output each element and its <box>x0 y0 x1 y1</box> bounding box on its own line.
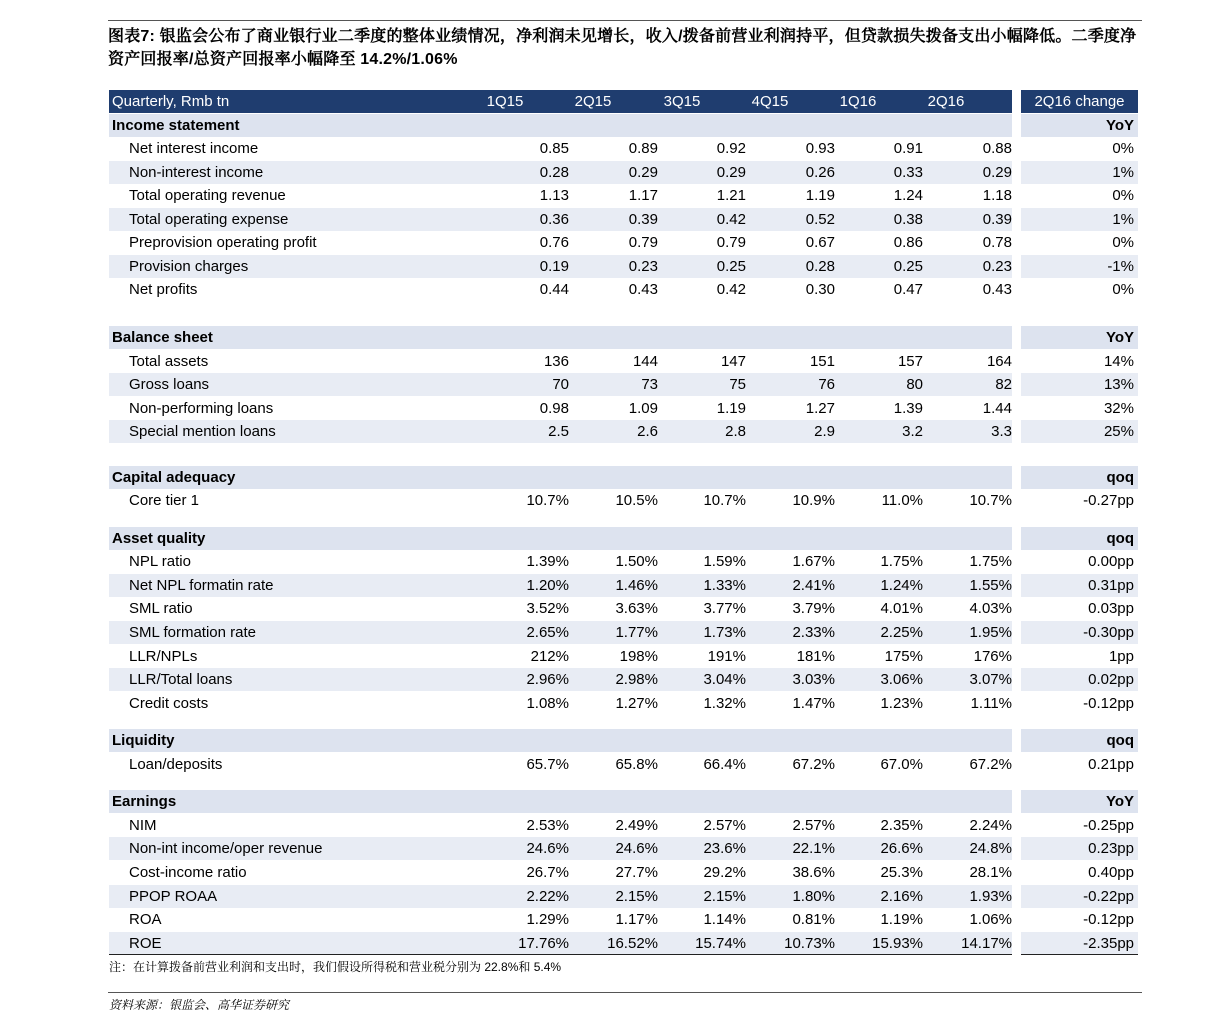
value-cell: 0.79 <box>716 234 746 252</box>
value-cell: 181% <box>796 647 835 665</box>
value-cell: 1.19 <box>716 399 746 417</box>
value-cell: 0.79 <box>628 234 658 252</box>
row-label: Core tier 1 <box>129 492 200 510</box>
row-label: Preprovision operating profit <box>129 234 317 252</box>
value-cell: 1.44 <box>982 399 1012 417</box>
column-header-2q16: 2Q16 <box>927 93 965 110</box>
value-cell: 0.25 <box>893 257 923 275</box>
table-row <box>109 621 1139 644</box>
value-cell: 191% <box>707 647 746 665</box>
row-label: NPL ratio <box>129 553 191 571</box>
value-cell: 14.17% <box>961 934 1012 952</box>
table-row <box>109 397 1139 420</box>
row-band <box>109 326 1012 349</box>
section-header <box>109 790 1139 813</box>
value-cell: 70 <box>552 376 569 394</box>
value-cell: 1.11% <box>970 694 1012 712</box>
row-label: Net NPL formatin rate <box>129 576 274 594</box>
section-title: Earnings <box>112 793 177 811</box>
change-cell: 13% <box>1103 376 1134 394</box>
section-unit: qoq <box>1106 529 1134 547</box>
value-cell: 0.25 <box>716 257 746 275</box>
value-cell: 0.86 <box>893 234 923 252</box>
change-bottom-border <box>1021 954 1138 955</box>
value-cell: 24.6% <box>526 840 569 858</box>
value-cell: 26.6% <box>880 840 923 858</box>
value-cell: 15.74% <box>695 934 746 952</box>
value-cell: 1.59% <box>703 553 746 571</box>
value-cell: 176% <box>973 647 1012 665</box>
table-row <box>109 908 1139 931</box>
value-cell: 0.43 <box>628 281 658 299</box>
value-cell: 2.35% <box>880 816 923 834</box>
source-text: 资料来源：银监会、高华证券研究 <box>109 998 290 1012</box>
value-cell: 0.28 <box>539 163 569 181</box>
table-row <box>109 668 1139 691</box>
value-cell: 0.19 <box>539 257 569 275</box>
row-label: Net interest income <box>129 140 259 158</box>
change-cell: 1% <box>1112 163 1134 181</box>
table-row <box>109 161 1139 184</box>
value-cell: 11.0% <box>881 492 923 510</box>
value-cell: 2.96% <box>526 671 569 689</box>
change-cell: 32% <box>1103 399 1134 417</box>
value-cell: 1.17% <box>615 911 658 929</box>
value-cell: 1.80% <box>792 887 835 905</box>
value-cell: 0.30 <box>805 281 835 299</box>
value-cell: 0.43 <box>982 281 1012 299</box>
row-label: Net profits <box>129 281 198 299</box>
table-row <box>109 574 1139 597</box>
table-row <box>109 231 1139 254</box>
section-title: Capital adequacy <box>112 468 236 486</box>
value-cell: 0.26 <box>805 163 835 181</box>
value-cell: 151 <box>809 352 835 370</box>
column-header-2q15: 2Q15 <box>574 93 612 110</box>
table-row <box>109 350 1139 373</box>
row-label: Non-interest income <box>129 163 264 181</box>
value-cell: 66.4% <box>703 755 746 773</box>
change-cell: 1% <box>1112 210 1134 228</box>
table-row <box>109 885 1139 908</box>
table-row <box>109 420 1139 443</box>
value-cell: 0.93 <box>805 140 835 158</box>
value-cell: 2.24% <box>969 816 1012 834</box>
value-cell: 1.33% <box>703 576 746 594</box>
row-label: Non-int income/oper revenue <box>129 840 323 858</box>
value-cell: 0.67 <box>805 234 835 252</box>
value-cell: 1.27 <box>805 399 835 417</box>
value-cell: 76 <box>818 376 835 394</box>
change-cell: -0.12pp <box>1083 911 1134 929</box>
value-cell: 10.73% <box>784 934 835 952</box>
value-cell: 198% <box>619 647 658 665</box>
value-cell: 1.75% <box>880 553 923 571</box>
value-cell: 1.55% <box>969 576 1012 594</box>
value-cell: 0.39 <box>982 210 1012 228</box>
section-title: Asset quality <box>112 529 206 547</box>
value-cell: 0.29 <box>716 163 746 181</box>
value-cell: 73 <box>641 376 658 394</box>
section-title: Liquidity <box>112 732 175 750</box>
value-cell: 65.8% <box>615 755 658 773</box>
table-row <box>109 137 1139 160</box>
table-note: 注：在计算拨备前营业利润和支出时，我们假设所得税和营业税分别为 22.8%和 5.4% <box>109 960 562 974</box>
value-cell: 75 <box>729 376 746 394</box>
value-cell: 3.77% <box>703 600 746 618</box>
value-cell: 2.15% <box>615 887 658 905</box>
value-cell: 147 <box>720 352 746 370</box>
table-row <box>109 837 1139 860</box>
value-cell: 2.6 <box>637 423 658 441</box>
value-cell: 3.07% <box>969 671 1012 689</box>
header-label: Quarterly, Rmb tn <box>112 93 230 110</box>
table-bottom-border <box>109 954 1012 955</box>
change-cell: 0% <box>1112 234 1134 252</box>
table-row <box>109 753 1139 776</box>
value-cell: 0.89 <box>628 140 658 158</box>
change-cell: 25% <box>1103 423 1134 441</box>
row-label: Loan/deposits <box>129 755 223 773</box>
value-cell: 1.73% <box>703 624 746 641</box>
value-cell: 144 <box>632 352 658 370</box>
row-band <box>109 527 1012 550</box>
source-divider <box>108 992 1142 993</box>
value-cell: 26.7% <box>526 863 569 881</box>
value-cell: 1.14% <box>703 911 746 929</box>
row-label: SML ratio <box>129 600 193 618</box>
table-row <box>109 373 1139 396</box>
value-cell: 1.24 <box>893 187 923 205</box>
value-cell: 2.16% <box>880 887 923 905</box>
change-cell: 0% <box>1112 281 1134 299</box>
row-label: SML formation rate <box>129 624 256 641</box>
column-header-1q16: 1Q16 <box>839 93 877 110</box>
section-unit: YoY <box>1105 116 1134 134</box>
row-band <box>109 729 1012 752</box>
value-cell: 2.57% <box>792 816 835 834</box>
table-row <box>109 597 1139 620</box>
value-cell: 15.93% <box>872 934 923 952</box>
value-cell: 0.92 <box>716 140 746 158</box>
table-row <box>109 278 1139 301</box>
table-row <box>109 208 1139 231</box>
value-cell: 3.04% <box>703 671 746 689</box>
row-label: PPOP ROAA <box>129 887 218 905</box>
value-cell: 1.21 <box>716 187 746 205</box>
value-cell: 1.39% <box>526 553 569 571</box>
change-cell: 0.00pp <box>1088 553 1134 571</box>
value-cell: 1.47% <box>792 694 835 712</box>
change-cell: 0.31pp <box>1088 576 1134 594</box>
value-cell: 2.22% <box>526 887 569 905</box>
value-cell: 1.17 <box>628 187 658 205</box>
value-cell: 1.24% <box>880 576 923 594</box>
value-cell: 22.1% <box>792 840 835 858</box>
change-cell: -1% <box>1107 257 1134 275</box>
value-cell: 164 <box>986 352 1012 370</box>
value-cell: 3.06% <box>880 671 923 689</box>
value-cell: 3.79% <box>792 600 835 618</box>
table-row <box>109 645 1139 668</box>
value-cell: 0.78 <box>982 234 1012 252</box>
value-cell: 2.65% <box>526 624 569 641</box>
value-cell: 0.23 <box>982 257 1012 275</box>
value-cell: 0.36 <box>539 210 569 228</box>
value-cell: 1.75% <box>969 553 1012 571</box>
value-cell: 10.5% <box>615 492 658 510</box>
row-label: Total assets <box>129 352 209 370</box>
value-cell: 0.88 <box>982 140 1012 158</box>
value-cell: 157 <box>897 352 923 370</box>
table-row <box>109 861 1139 884</box>
figure-title: 图表7: 银监会公布了商业银行业二季度的整体业绩情况，净利润未见增长，收入/拨备前营业利润持平，但贷款损失拨备支出小幅降低。二季度净资产回报率/总资产回报率小幅降至 14.2%/1.06% <box>108 20 1142 71</box>
value-cell: 29.2% <box>703 863 746 881</box>
value-cell: 2.41% <box>792 576 835 594</box>
change-cell: -0.27pp <box>1083 492 1134 510</box>
value-cell: 0.76 <box>539 234 569 252</box>
change-cell: -0.22pp <box>1083 887 1134 905</box>
value-cell: 3.3 <box>991 423 1012 441</box>
change-cell: 0% <box>1112 187 1134 205</box>
change-cell: 1pp <box>1108 647 1134 665</box>
value-cell: 4.03% <box>969 600 1012 618</box>
change-cell: 0.03pp <box>1088 600 1134 618</box>
value-cell: 10.9% <box>792 492 835 510</box>
value-cell: 1.27% <box>615 694 658 712</box>
row-label: LLR/Total loans <box>129 671 233 689</box>
data-table <box>109 0 1139 1033</box>
section-header <box>109 466 1139 489</box>
value-cell: 0.81% <box>792 911 835 929</box>
value-cell: 82 <box>995 376 1012 394</box>
value-cell: 1.13 <box>539 187 569 205</box>
change-cell: 0.02pp <box>1088 671 1134 689</box>
value-cell: 1.93% <box>969 887 1012 905</box>
value-cell: 2.5 <box>548 423 569 441</box>
value-cell: 2.98% <box>615 671 658 689</box>
value-cell: 10.7% <box>703 492 746 510</box>
value-cell: 175% <box>884 647 923 665</box>
section-header <box>109 729 1139 752</box>
value-cell: 67.2% <box>792 755 835 773</box>
value-cell: 10.7% <box>526 492 569 510</box>
value-cell: 0.98 <box>539 399 569 417</box>
value-cell: 0.29 <box>982 163 1012 181</box>
value-cell: 24.8% <box>969 840 1012 858</box>
row-band <box>109 790 1012 813</box>
section-header <box>109 114 1139 137</box>
value-cell: 0.29 <box>628 163 658 181</box>
value-cell: 0.85 <box>539 140 569 158</box>
value-cell: 1.95% <box>969 624 1012 641</box>
value-cell: 0.39 <box>628 210 658 228</box>
change-cell: 0.40pp <box>1088 863 1134 881</box>
value-cell: 0.44 <box>539 281 569 299</box>
column-header-4q15: 4Q15 <box>751 93 789 110</box>
value-cell: 212% <box>530 647 569 665</box>
row-label: Credit costs <box>129 694 209 712</box>
value-cell: 2.33% <box>792 624 835 641</box>
value-cell: 0.38 <box>893 210 923 228</box>
table-row <box>109 550 1139 573</box>
value-cell: 2.49% <box>615 816 658 834</box>
value-cell: 67.0% <box>880 755 923 773</box>
row-label: ROA <box>129 911 162 929</box>
change-cell: -0.25pp <box>1083 816 1134 834</box>
row-label: ROE <box>129 934 162 952</box>
change-cell: 0% <box>1112 140 1134 158</box>
value-cell: 0.52 <box>805 210 835 228</box>
value-cell: 1.18 <box>982 187 1012 205</box>
value-cell: 0.42 <box>716 281 746 299</box>
row-band <box>109 114 1012 137</box>
row-label: Provision charges <box>129 257 249 275</box>
value-cell: 1.67% <box>792 553 835 571</box>
value-cell: 1.46% <box>615 576 658 594</box>
section-header <box>109 326 1139 349</box>
value-cell: 0.23 <box>628 257 658 275</box>
value-cell: 1.23% <box>880 694 923 712</box>
value-cell: 0.91 <box>893 140 923 158</box>
value-cell: 136 <box>543 352 569 370</box>
value-cell: 67.2% <box>969 755 1012 773</box>
section-unit: qoq <box>1106 732 1134 750</box>
value-cell: 0.42 <box>716 210 746 228</box>
row-band <box>109 466 1012 489</box>
row-label: Non-performing loans <box>129 399 274 417</box>
value-cell: 28.1% <box>969 863 1012 881</box>
section-unit: YoY <box>1105 793 1134 811</box>
value-cell: 0.33 <box>893 163 923 181</box>
value-cell: 1.77% <box>615 624 658 641</box>
table-row <box>109 932 1139 955</box>
value-cell: 24.6% <box>615 840 658 858</box>
value-cell: 2.8 <box>725 423 746 441</box>
table-header-row <box>109 90 1139 113</box>
change-cell: 0.23pp <box>1088 840 1134 858</box>
value-cell: 1.08% <box>526 694 569 712</box>
section-title: Balance sheet <box>112 328 213 346</box>
value-cell: 23.6% <box>703 840 746 858</box>
value-cell: 0.47 <box>893 281 923 299</box>
change-cell: -2.35pp <box>1083 934 1134 952</box>
value-cell: 1.19% <box>880 911 923 929</box>
table-row <box>109 814 1139 837</box>
row-label: LLR/NPLs <box>129 647 198 665</box>
section-unit: qoq <box>1106 468 1134 486</box>
column-header-1q15: 1Q15 <box>486 93 524 110</box>
change-cell: -0.12pp <box>1083 694 1134 712</box>
value-cell: 1.39 <box>893 399 923 417</box>
value-cell: 2.57% <box>703 816 746 834</box>
row-label: Cost-income ratio <box>129 863 247 881</box>
table-row <box>109 184 1139 207</box>
change-cell: 14% <box>1103 352 1134 370</box>
value-cell: 25.3% <box>880 863 923 881</box>
value-cell: 0.28 <box>805 257 835 275</box>
table-row <box>109 255 1139 278</box>
change-cell: -0.30pp <box>1083 624 1134 641</box>
section-header <box>109 527 1139 550</box>
table-row <box>109 692 1139 715</box>
row-label: Total operating revenue <box>129 187 286 205</box>
value-cell: 1.29% <box>526 911 569 929</box>
value-cell: 17.76% <box>518 934 569 952</box>
value-cell: 80 <box>906 376 923 394</box>
value-cell: 1.50% <box>615 553 658 571</box>
value-cell: 1.06% <box>969 911 1012 929</box>
value-cell: 3.03% <box>792 671 835 689</box>
value-cell: 3.52% <box>526 600 569 618</box>
row-label: NIM <box>129 816 157 834</box>
value-cell: 4.01% <box>880 600 923 618</box>
value-cell: 2.9 <box>814 423 835 441</box>
value-cell: 1.20% <box>526 576 569 594</box>
column-header-3q15: 3Q15 <box>663 93 701 110</box>
section-title: Income statement <box>112 116 240 134</box>
row-label: Total operating expense <box>129 210 289 228</box>
value-cell: 16.52% <box>607 934 658 952</box>
value-cell: 1.19 <box>805 187 835 205</box>
value-cell: 38.6% <box>792 863 835 881</box>
change-cell: 0.21pp <box>1088 755 1134 773</box>
value-cell: 2.15% <box>703 887 746 905</box>
value-cell: 3.63% <box>615 600 658 618</box>
table-row <box>109 489 1139 512</box>
row-label: Gross loans <box>129 376 210 394</box>
value-cell: 2.53% <box>526 816 569 834</box>
value-cell: 65.7% <box>526 755 569 773</box>
value-cell: 1.09 <box>628 399 658 417</box>
row-label: Special mention loans <box>129 423 276 441</box>
value-cell: 1.32% <box>703 694 746 712</box>
value-cell: 2.25% <box>880 624 923 641</box>
section-unit: YoY <box>1105 328 1134 346</box>
value-cell: 10.7% <box>969 492 1012 510</box>
change-column-header: 2Q16 change <box>1034 93 1125 110</box>
value-cell: 27.7% <box>615 863 658 881</box>
value-cell: 3.2 <box>902 423 923 441</box>
